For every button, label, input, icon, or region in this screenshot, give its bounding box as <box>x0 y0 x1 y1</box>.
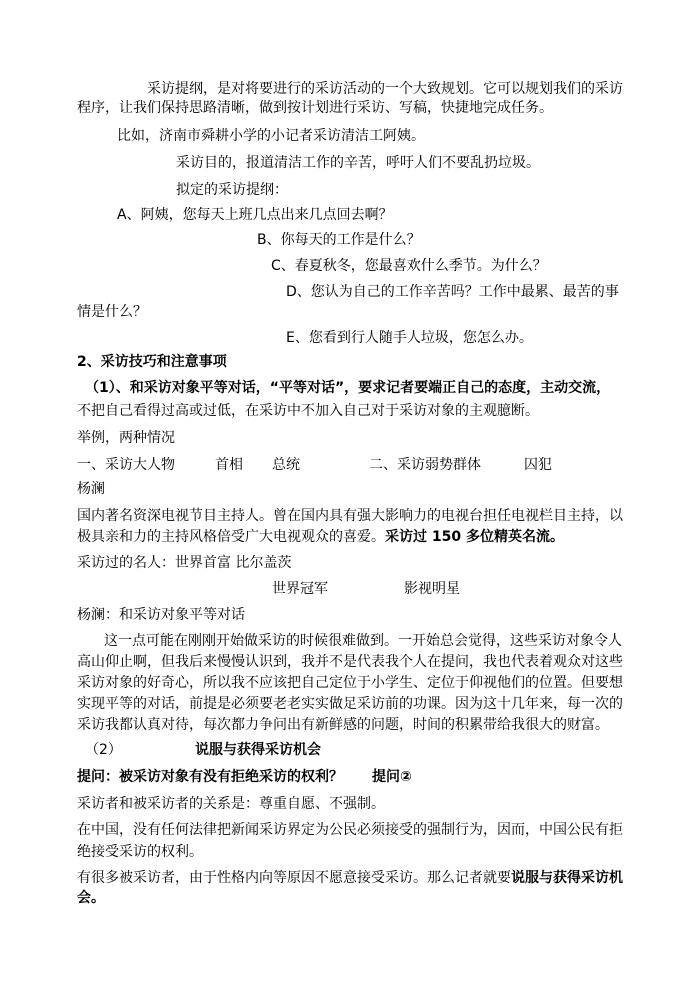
yang-quote-title: 杨澜：和采访对象平等对话 <box>77 607 245 623</box>
bio-line-1: 国内著名资深电视节目主持人。曾在国内具有强大影响力的电视台担任电视栏目主持，以 <box>77 508 623 524</box>
bio-line-2 <box>77 527 564 547</box>
question-a: A、阿姨，您每天上班几点出来几点回去啊？ <box>117 207 393 223</box>
question-tag: 提问② <box>372 769 412 785</box>
person-name: 杨澜 <box>77 481 105 497</box>
examples-intro: 举例，两种情况 <box>77 430 175 446</box>
intro-line-2: 程序，让我们保持思路清晰，做到按计划进行采访、写稿，快捷地完成任务。 <box>77 100 553 116</box>
intro-line-1: 采访提纲，是对将要进行的采访活动的一个大致规划。它可以规划我们的采访 <box>147 81 623 97</box>
point-1-line-1: （1）、和采访对象平等对话，“平等对话”，要求记者要端正自己的态度，主动交流， <box>85 380 611 396</box>
celebrities-label: 采访过的名人：世界首富 比尔盖茨 <box>77 555 292 571</box>
case-1-premier: 首相 <box>215 457 243 473</box>
many-line-1-bold: 说服与获得采访机 <box>511 870 623 886</box>
quote-line-5: 采访我都认真对待，每次都力争问出有新鲜感的问题，时间的积累带给我很大的财富。 <box>77 717 609 733</box>
case-2-prisoner: 囚犯 <box>524 457 552 473</box>
bio-line-2-regular: 极具亲和力的主持风格倍受广大电视观众的喜爱。 <box>77 529 385 545</box>
quote-line-1: 这一点可能在刚刚开始做采访的时候很难做到。一开始总会觉得，这些采访对象令人 <box>104 633 622 649</box>
quote-line-4: 实现平等的对话，前提是必须要老老实实做足采访前的功课。因为这十几年来，每一次的 <box>77 696 623 712</box>
outline-label: 拟定的采访提纲： <box>176 182 288 198</box>
quote-line-3: 采访对象的好奇心，所以我不应该把自己定位于小学生、定位于仰视他们的位置。但要想 <box>77 675 623 691</box>
question-d-line-2: 情是什么？ <box>77 304 147 320</box>
point-1-line-2: 不把自己看得过高或过低，在采访中不加入自己对于采访对象的主观臆断。 <box>77 403 539 419</box>
case-1-president: 总统 <box>272 457 300 473</box>
china-line-1: 在中国，没有任何法律把新闻采访界定为公民必须接受的强制行为，因而，中国公民有拒 <box>77 822 623 838</box>
point-2-title: 说服与获得采访机会 <box>195 742 321 758</box>
bio-line-2-bold: 采访过 150 多位精英名流。 <box>385 529 564 545</box>
question-b: B、你每天的工作是什么？ <box>257 232 421 248</box>
case-1-label: 一、采访大人物 <box>77 457 175 473</box>
celebrity-film-stars: 影视明星 <box>404 581 460 597</box>
china-line-2: 绝接受采访的权利。 <box>77 844 203 860</box>
many-line-1 <box>77 868 623 888</box>
question-d-line-1: D、您认为自己的工作辛苦吗？工作中最累、最苦的事 <box>286 284 619 300</box>
many-line-2: 会。 <box>77 890 105 906</box>
interview-purpose: 采访目的，报道清洁工作的辛苦，呼吁人们不要乱扔垃圾。 <box>176 155 540 171</box>
relation-line: 采访者和被采访者的关系是：尊重自愿、不强制。 <box>77 796 385 812</box>
point-2-number: （2） <box>85 742 122 758</box>
question-c: C、春夏秋冬，您最喜欢什么季节。为什么？ <box>271 258 547 274</box>
celebrity-world-champion: 世界冠军 <box>272 581 328 597</box>
case-2-label: 二、采访弱势群体 <box>369 457 481 473</box>
quote-line-2: 高山仰止啊，但我后来慢慢认识到，我并不是代表我个人在提问，我也代表着观众对这些 <box>77 654 623 670</box>
section-2-heading: 2、采访技巧和注意事项 <box>77 354 227 370</box>
example-sentence: 比如，济南市舜耕小学的小记者采访清洁工阿姨。 <box>117 128 425 144</box>
many-line-1-regular: 有很多被采访者，由于性格内向等原因不愿意接受采访。那么记者就要 <box>77 870 511 886</box>
question-line: 提问：被采访对象有没有拒绝采访的权利？ <box>77 769 343 785</box>
question-e: E、您看到行人随手人垃圾，您怎么办。 <box>286 330 533 346</box>
